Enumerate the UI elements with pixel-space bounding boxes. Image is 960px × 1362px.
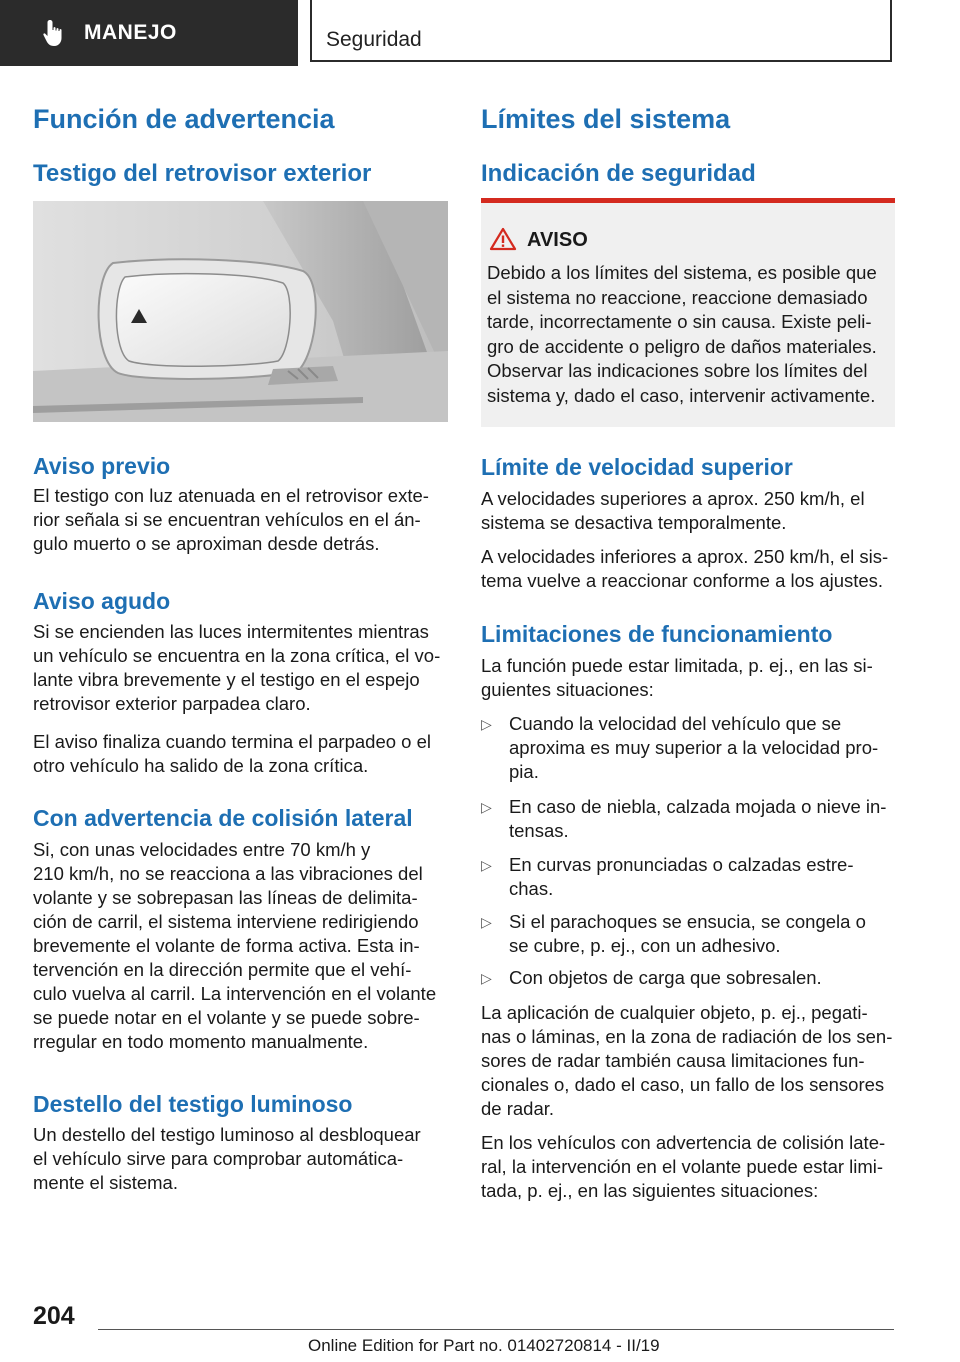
text-line: otro vehículo ha salido de la zona crítica. [33, 755, 369, 776]
section-label: MANEJO [84, 21, 177, 44]
text-line: el sistema no reaccione, reaccione demasiado [487, 286, 868, 308]
text-line: Cuando la velocidad del vehículo que se [509, 713, 842, 734]
warning-text [487, 261, 877, 408]
text-line: tervención en la dirección permite que el vehí- [33, 959, 412, 980]
heading-limite-velocidad: Límite de velocidad superior [481, 454, 793, 480]
text-line: culo vuelva al carril. La intervención en el volante [33, 983, 437, 1004]
heading-limitaciones: Limitaciones de funcionamiento [481, 621, 833, 647]
text-line: Observar las indicaciones sobre los límites del [487, 360, 868, 381]
text-line: gro de accidente o peligro de daños materiales. [487, 335, 877, 357]
text-line: Si, con unas velocidades entre 70 km/h y [33, 839, 371, 860]
text-line: A velocidades inferiores a aprox. 250 km/h, el sis- [481, 546, 889, 567]
text-line: mente el sistema. [33, 1172, 178, 1193]
text-aviso-agudo-2 [33, 730, 431, 778]
heading-colision-lateral: Con advertencia de colisión lateral [33, 805, 413, 831]
text-line: aproxima es muy superior a la velocidad pro- [509, 737, 879, 758]
text-colision-lateral [33, 838, 436, 1054]
text-aviso-agudo [33, 620, 440, 716]
warning-box [481, 198, 895, 427]
text-line: El testigo con luz atenuada en el retrovisor exte- [33, 485, 429, 506]
text-line: lante vibra brevemente y el testigo en el espejo [33, 669, 420, 690]
text-line: nas o láminas, en la zona de radiación de los sen- [481, 1026, 893, 1047]
subtitle-left: Testigo del retrovisor exterior [33, 160, 372, 187]
bullet-icon: ▷ [481, 970, 492, 986]
text-line: sores de radar también causa limitaciones fun- [481, 1050, 865, 1071]
text-aplicacion-objetos [481, 1001, 892, 1121]
bullet-icon: ▷ [481, 914, 492, 930]
heading-destello: Destello del testigo luminoso [33, 1091, 353, 1117]
hand-pointer-icon [42, 18, 68, 48]
text-line: El aviso finaliza cuando termina el parpadeo o el [33, 731, 431, 752]
text-line: La función puede estar limitada, p. ej., en las si- [481, 655, 873, 676]
main-title-right: Límites del sistema [481, 104, 731, 134]
text-line: volante y se sobrepasan las líneas de delimita- [33, 887, 418, 908]
text-line: rregular en todo momento manualmente. [33, 1031, 369, 1052]
text-limite-velocidad-2 [481, 545, 888, 593]
text-line: pia. [509, 761, 539, 782]
bullet-icon: ▷ [481, 716, 492, 732]
text-destello [33, 1123, 421, 1195]
text-line: un vehículo se encuentra en la zona crítica, el vo- [33, 645, 441, 666]
footer-edition: Online Edition for Part no. 01402720814 - II/19 [308, 1336, 660, 1355]
section-tab [0, 0, 298, 66]
text-line: Si el parachoques se ensucia, se congela o [509, 911, 866, 932]
bullet-icon: ▷ [481, 799, 492, 815]
text-line: 210 km/h, no se reacciona a las vibraciones del [33, 863, 423, 884]
chapter-label: Seguridad [326, 28, 422, 51]
text-line: se puede notar en el volante y se puede sobre- [33, 1007, 420, 1028]
text-line: A velocidades superiores a aprox. 250 km/h, el [481, 488, 865, 509]
heading-aviso-agudo: Aviso agudo [33, 588, 171, 614]
text-line: de radar. [481, 1098, 555, 1119]
chapter-tab [310, 0, 892, 62]
text-line: sistema se desactiva temporalmente. [481, 512, 787, 533]
warning-title: AVISO [527, 229, 588, 251]
text-line: La aplicación de cualquier objeto, p. ej., pegati- [481, 1002, 868, 1023]
text-colision-situaciones [481, 1131, 885, 1203]
page-number: 204 [33, 1302, 75, 1330]
text-line: Un destello del testigo luminoso al desbloquear [33, 1124, 421, 1145]
text-line: sistema y, dado el caso, intervenir activamente. [487, 384, 876, 406]
text-line: ción de carril, el sistema interviene redirigiendo [33, 911, 419, 932]
text-line: cionales o, dado el caso, un fallo de los sensores [481, 1074, 885, 1095]
text-line: retrovisor exterior parpadea claro. [33, 693, 311, 714]
text-line: tarde, incorrectamente o sin causa. Existe peli- [487, 311, 872, 332]
text-line: Si se encienden las luces intermitentes mientras [33, 621, 429, 642]
bullet-icon: ▷ [481, 857, 492, 873]
text-line: chas. [509, 878, 554, 899]
text-line: brevemente el volante de forma activa. Esta in- [33, 935, 420, 956]
text-line: En curvas pronunciadas o calzadas estre- [509, 854, 854, 875]
text-line: Debido a los límites del sistema, es posible que [487, 262, 877, 283]
heading-aviso-previo: Aviso previo [33, 453, 171, 479]
text-limitaciones-intro [481, 654, 873, 702]
text-aviso-previo [33, 484, 429, 556]
text-line: Con objetos de carga que sobresalen. [509, 967, 822, 988]
text-line: tema vuelve a reaccionar conforme a los ajustes. [481, 570, 884, 591]
main-title-left: Función de advertencia [33, 104, 335, 134]
text-line: ral, la intervención en el volante puede estar limi- [481, 1156, 884, 1177]
mirror-image [33, 201, 448, 422]
text-line: tada, p. ej., en las siguientes situaciones: [481, 1180, 819, 1201]
subtitle-right: Indicación de seguridad [481, 160, 756, 187]
warning-triangle-icon [489, 227, 517, 251]
text-line: se cubre, p. ej., con un adhesivo. [509, 935, 781, 956]
mirror-illustration [33, 201, 448, 422]
text-line: tensas. [509, 820, 569, 841]
text-limite-velocidad-1 [481, 487, 865, 535]
text-line: En caso de niebla, calzada mojada o nieve in- [509, 796, 887, 817]
text-line: rior señala si se encuentran vehículos en el án- [33, 509, 421, 530]
text-line: el vehículo sirve para comprobar automática- [33, 1148, 404, 1169]
text-line: guientes situaciones: [481, 679, 654, 700]
text-line: En los vehículos con advertencia de colisión late- [481, 1132, 886, 1153]
footer-divider [98, 1329, 894, 1330]
text-line: gulo muerto o se aproximan desde detrás. [33, 533, 380, 554]
